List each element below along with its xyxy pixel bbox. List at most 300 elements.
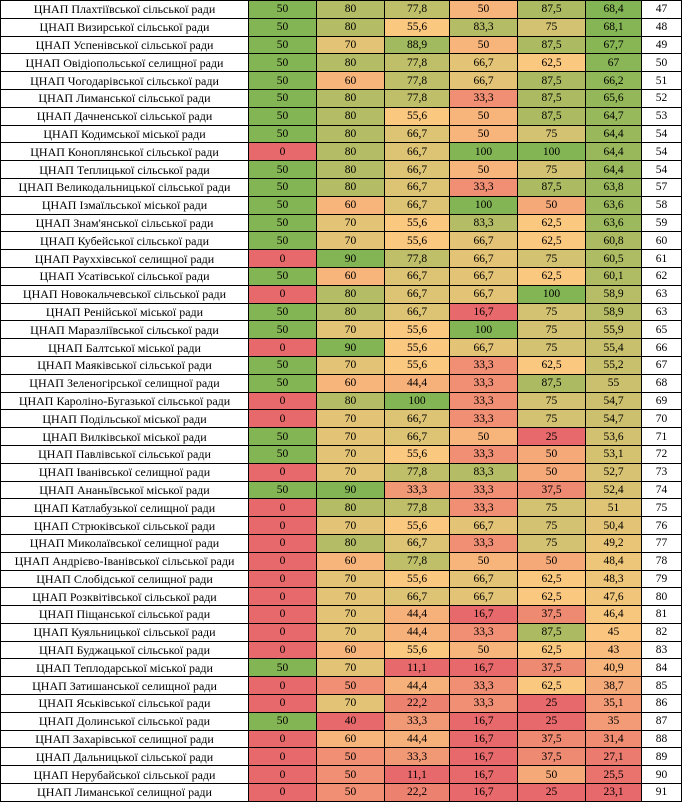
score-col-4-cell: 33,3 bbox=[450, 410, 518, 428]
total-score-cell: 65,6 bbox=[586, 89, 642, 107]
score-col-2-cell: 80 bbox=[317, 125, 385, 143]
score-col-5-cell: 25 bbox=[518, 428, 586, 446]
score-col-1-cell: 50 bbox=[249, 321, 317, 339]
score-col-4-cell: 33,3 bbox=[450, 499, 518, 517]
table-row bbox=[1, 321, 682, 339]
table-row bbox=[1, 445, 682, 463]
table-row bbox=[1, 178, 682, 196]
center-name-cell: ЦНАП Яськівської сільської ради bbox=[1, 695, 249, 713]
score-col-3-cell: 44,4 bbox=[385, 677, 450, 695]
score-col-3-cell: 22,2 bbox=[385, 695, 450, 713]
score-col-3-cell: 66,7 bbox=[385, 303, 450, 321]
score-col-2-cell: 70 bbox=[317, 606, 385, 624]
center-name-cell: ЦНАП Кубейської сільської ради bbox=[1, 232, 249, 250]
score-col-4-cell: 50 bbox=[450, 552, 518, 570]
score-col-5-cell: 75 bbox=[518, 303, 586, 321]
total-score-cell: 64,4 bbox=[586, 143, 642, 161]
score-col-5-cell: 37,5 bbox=[518, 730, 586, 748]
score-col-4-cell: 100 bbox=[450, 321, 518, 339]
score-col-3-cell: 77,8 bbox=[385, 72, 450, 90]
score-col-5-cell: 50 bbox=[518, 552, 586, 570]
score-col-3-cell: 55,6 bbox=[385, 232, 450, 250]
table-row bbox=[1, 267, 682, 285]
score-col-1-cell: 50 bbox=[249, 54, 317, 72]
table-row bbox=[1, 712, 682, 730]
center-name-cell: ЦНАП Розквітівської сільської ради bbox=[1, 588, 249, 606]
total-score-cell: 52,7 bbox=[586, 463, 642, 481]
table-row bbox=[1, 784, 682, 802]
score-col-2-cell: 70 bbox=[317, 659, 385, 677]
score-col-2-cell: 70 bbox=[317, 428, 385, 446]
total-score-cell: 64,4 bbox=[586, 161, 642, 179]
score-col-3-cell: 66,7 bbox=[385, 178, 450, 196]
rank-cell: 79 bbox=[642, 570, 682, 588]
score-col-2-cell: 90 bbox=[317, 339, 385, 357]
score-col-2-cell: 70 bbox=[317, 36, 385, 54]
score-col-5-cell: 75 bbox=[518, 392, 586, 410]
score-col-4-cell: 16,7 bbox=[450, 303, 518, 321]
table-row bbox=[1, 339, 682, 357]
total-score-cell: 53,6 bbox=[586, 428, 642, 446]
score-col-4-cell: 50 bbox=[450, 125, 518, 143]
rank-cell: 70 bbox=[642, 410, 682, 428]
table-row bbox=[1, 125, 682, 143]
score-col-1-cell: 0 bbox=[249, 641, 317, 659]
rank-cell: 81 bbox=[642, 606, 682, 624]
score-col-4-cell: 83,3 bbox=[450, 214, 518, 232]
score-col-5-cell: 62,5 bbox=[518, 54, 586, 72]
score-col-3-cell: 100 bbox=[385, 392, 450, 410]
score-col-4-cell: 33,3 bbox=[450, 89, 518, 107]
table-row bbox=[1, 534, 682, 552]
rank-cell: 71 bbox=[642, 428, 682, 446]
center-name-cell: ЦНАП Дальницької сільської ради bbox=[1, 748, 249, 766]
center-name-cell: ЦНАП Теплодарської міської ради bbox=[1, 659, 249, 677]
score-col-1-cell: 50 bbox=[249, 89, 317, 107]
score-col-2-cell: 80 bbox=[317, 107, 385, 125]
table-row bbox=[1, 677, 682, 695]
score-col-2-cell: 80 bbox=[317, 143, 385, 161]
center-name-cell: ЦНАП Визирської сільської ради bbox=[1, 18, 249, 36]
table-row bbox=[1, 552, 682, 570]
center-name-cell: ЦНАП Плахтіївської сільської ради bbox=[1, 1, 249, 19]
score-col-2-cell: 60 bbox=[317, 641, 385, 659]
score-col-5-cell: 50 bbox=[518, 445, 586, 463]
score-col-2-cell: 70 bbox=[317, 321, 385, 339]
score-col-1-cell: 50 bbox=[249, 659, 317, 677]
score-col-2-cell: 70 bbox=[317, 214, 385, 232]
table-row bbox=[1, 196, 682, 214]
score-col-5-cell: 75 bbox=[518, 161, 586, 179]
center-name-cell: ЦНАП Дачненської сільської ради bbox=[1, 107, 249, 125]
score-col-4-cell: 66,7 bbox=[450, 267, 518, 285]
total-score-cell: 60,5 bbox=[586, 250, 642, 268]
score-col-3-cell: 66,7 bbox=[385, 428, 450, 446]
score-col-5-cell: 25 bbox=[518, 695, 586, 713]
total-score-cell: 67 bbox=[586, 54, 642, 72]
score-col-5-cell: 62,5 bbox=[518, 588, 586, 606]
score-col-4-cell: 50 bbox=[450, 1, 518, 19]
score-col-2-cell: 70 bbox=[317, 695, 385, 713]
total-score-cell: 25,5 bbox=[586, 766, 642, 784]
table-row bbox=[1, 214, 682, 232]
table-row bbox=[1, 36, 682, 54]
table-row bbox=[1, 463, 682, 481]
score-col-3-cell: 66,7 bbox=[385, 143, 450, 161]
score-col-1-cell: 0 bbox=[249, 499, 317, 517]
score-col-1-cell: 50 bbox=[249, 18, 317, 36]
rank-cell: 54 bbox=[642, 143, 682, 161]
score-col-5-cell: 75 bbox=[518, 18, 586, 36]
rank-cell: 58 bbox=[642, 196, 682, 214]
table-row bbox=[1, 18, 682, 36]
table-row bbox=[1, 250, 682, 268]
score-col-5-cell: 62,5 bbox=[518, 356, 586, 374]
score-col-3-cell: 55,6 bbox=[385, 570, 450, 588]
score-col-4-cell: 50 bbox=[450, 161, 518, 179]
score-col-2-cell: 60 bbox=[317, 267, 385, 285]
score-col-5-cell: 87,5 bbox=[518, 178, 586, 196]
center-name-cell: ЦНАП Куяльницької сільської ради bbox=[1, 623, 249, 641]
total-score-cell: 63,8 bbox=[586, 178, 642, 196]
rank-cell: 63 bbox=[642, 303, 682, 321]
score-col-3-cell: 33,3 bbox=[385, 481, 450, 499]
total-score-cell: 31,4 bbox=[586, 730, 642, 748]
score-col-3-cell: 22,2 bbox=[385, 784, 450, 802]
center-name-cell: ЦНАП Іванівської селищної ради bbox=[1, 463, 249, 481]
total-score-cell: 47,6 bbox=[586, 588, 642, 606]
center-name-cell: ЦНАП Павлівської сільської ради bbox=[1, 445, 249, 463]
center-name-cell: ЦНАП Коноплянської сільської ради bbox=[1, 143, 249, 161]
score-col-2-cell: 80 bbox=[317, 534, 385, 552]
rank-cell: 84 bbox=[642, 659, 682, 677]
score-col-5-cell: 100 bbox=[518, 285, 586, 303]
center-name-cell: ЦНАП Лиманської сільської ради bbox=[1, 89, 249, 107]
rank-cell: 73 bbox=[642, 463, 682, 481]
score-col-4-cell: 66,7 bbox=[450, 588, 518, 606]
score-col-1-cell: 0 bbox=[249, 606, 317, 624]
score-col-2-cell: 50 bbox=[317, 748, 385, 766]
score-col-5-cell: 100 bbox=[518, 143, 586, 161]
score-col-1-cell: 50 bbox=[249, 374, 317, 392]
total-score-cell: 63,6 bbox=[586, 214, 642, 232]
table-row bbox=[1, 623, 682, 641]
score-col-1-cell: 0 bbox=[249, 143, 317, 161]
center-name-cell: ЦНАП Лиманської селищної ради bbox=[1, 784, 249, 802]
score-col-1-cell: 0 bbox=[249, 410, 317, 428]
score-col-3-cell: 77,8 bbox=[385, 463, 450, 481]
score-col-4-cell: 33,3 bbox=[450, 445, 518, 463]
score-col-5-cell: 75 bbox=[518, 517, 586, 535]
total-score-cell: 49,2 bbox=[586, 534, 642, 552]
total-score-cell: 50,4 bbox=[586, 517, 642, 535]
score-col-4-cell: 33,3 bbox=[450, 623, 518, 641]
center-name-cell: ЦНАП Кароліно-Бугазької сільської ради bbox=[1, 392, 249, 410]
score-col-1-cell: 50 bbox=[249, 481, 317, 499]
score-col-1-cell: 0 bbox=[249, 784, 317, 802]
table-row bbox=[1, 606, 682, 624]
score-col-5-cell: 75 bbox=[518, 250, 586, 268]
rank-cell: 67 bbox=[642, 356, 682, 374]
score-col-4-cell: 100 bbox=[450, 196, 518, 214]
rank-cell: 59 bbox=[642, 214, 682, 232]
score-col-3-cell: 66,7 bbox=[385, 125, 450, 143]
score-col-2-cell: 80 bbox=[317, 303, 385, 321]
rank-cell: 48 bbox=[642, 18, 682, 36]
score-col-3-cell: 77,8 bbox=[385, 89, 450, 107]
score-col-1-cell: 50 bbox=[249, 107, 317, 125]
center-name-cell: ЦНАП Чогодарівської сільської ради bbox=[1, 72, 249, 90]
center-name-cell: ЦНАП Успенівської сільської ради bbox=[1, 36, 249, 54]
total-score-cell: 64,4 bbox=[586, 125, 642, 143]
total-score-cell: 35 bbox=[586, 712, 642, 730]
score-col-2-cell: 90 bbox=[317, 481, 385, 499]
total-score-cell: 43 bbox=[586, 641, 642, 659]
score-col-2-cell: 50 bbox=[317, 677, 385, 695]
center-name-cell: ЦНАП Катлабузької селищної ради bbox=[1, 499, 249, 517]
total-score-cell: 23,1 bbox=[586, 784, 642, 802]
score-col-5-cell: 62,5 bbox=[518, 267, 586, 285]
score-col-2-cell: 80 bbox=[317, 285, 385, 303]
center-name-cell: ЦНАП Балтської міської ради bbox=[1, 339, 249, 357]
score-col-2-cell: 70 bbox=[317, 356, 385, 374]
rank-cell: 76 bbox=[642, 517, 682, 535]
rank-cell: 83 bbox=[642, 641, 682, 659]
score-col-2-cell: 90 bbox=[317, 250, 385, 268]
total-score-cell: 64,7 bbox=[586, 107, 642, 125]
table-row bbox=[1, 641, 682, 659]
table-row bbox=[1, 232, 682, 250]
score-col-5-cell: 25 bbox=[518, 784, 586, 802]
score-col-4-cell: 33,3 bbox=[450, 481, 518, 499]
score-col-4-cell: 33,3 bbox=[450, 356, 518, 374]
score-col-2-cell: 60 bbox=[317, 196, 385, 214]
rank-cell: 57 bbox=[642, 178, 682, 196]
score-col-5-cell: 87,5 bbox=[518, 72, 586, 90]
score-col-5-cell: 62,5 bbox=[518, 677, 586, 695]
rank-cell: 74 bbox=[642, 481, 682, 499]
score-col-1-cell: 50 bbox=[249, 36, 317, 54]
table-row bbox=[1, 143, 682, 161]
score-col-5-cell: 75 bbox=[518, 339, 586, 357]
score-col-1-cell: 0 bbox=[249, 339, 317, 357]
score-col-5-cell: 37,5 bbox=[518, 606, 586, 624]
center-name-cell: ЦНАП Знам'янської сільської ради bbox=[1, 214, 249, 232]
center-name-cell: ЦНАП Нерубайської сільської ради bbox=[1, 766, 249, 784]
total-score-cell: 68,1 bbox=[586, 18, 642, 36]
score-col-4-cell: 66,7 bbox=[450, 232, 518, 250]
center-name-cell: ЦНАП Миколаївської селищної ради bbox=[1, 534, 249, 552]
score-col-4-cell: 33,3 bbox=[450, 392, 518, 410]
table-row bbox=[1, 428, 682, 446]
score-col-4-cell: 33,3 bbox=[450, 695, 518, 713]
score-col-2-cell: 70 bbox=[317, 410, 385, 428]
total-score-cell: 55 bbox=[586, 374, 642, 392]
score-col-2-cell: 60 bbox=[317, 730, 385, 748]
rank-cell: 65 bbox=[642, 321, 682, 339]
score-col-5-cell: 75 bbox=[518, 499, 586, 517]
rank-cell: 63 bbox=[642, 285, 682, 303]
table-row bbox=[1, 303, 682, 321]
score-col-3-cell: 66,7 bbox=[385, 410, 450, 428]
score-col-2-cell: 80 bbox=[317, 89, 385, 107]
center-name-cell: ЦНАП Ананьївської міської ради bbox=[1, 481, 249, 499]
score-col-2-cell: 70 bbox=[317, 517, 385, 535]
rank-cell: 51 bbox=[642, 72, 682, 90]
score-col-4-cell: 66,7 bbox=[450, 285, 518, 303]
rank-cell: 78 bbox=[642, 552, 682, 570]
score-col-3-cell: 66,7 bbox=[385, 161, 450, 179]
score-col-3-cell: 77,8 bbox=[385, 54, 450, 72]
rank-cell: 89 bbox=[642, 748, 682, 766]
score-col-4-cell: 66,7 bbox=[450, 339, 518, 357]
center-name-cell: ЦНАП Подільської міської ради bbox=[1, 410, 249, 428]
rank-cell: 60 bbox=[642, 232, 682, 250]
score-col-3-cell: 11,1 bbox=[385, 766, 450, 784]
score-col-4-cell: 100 bbox=[450, 143, 518, 161]
rank-cell: 54 bbox=[642, 125, 682, 143]
total-score-cell: 27,1 bbox=[586, 748, 642, 766]
rank-cell: 61 bbox=[642, 250, 682, 268]
score-col-1-cell: 50 bbox=[249, 1, 317, 19]
score-col-2-cell: 80 bbox=[317, 54, 385, 72]
score-col-3-cell: 44,4 bbox=[385, 730, 450, 748]
score-col-2-cell: 80 bbox=[317, 1, 385, 19]
score-col-3-cell: 55,6 bbox=[385, 339, 450, 357]
table-row bbox=[1, 89, 682, 107]
total-score-cell: 53,1 bbox=[586, 445, 642, 463]
rank-cell: 47 bbox=[642, 1, 682, 19]
score-col-5-cell: 62,5 bbox=[518, 214, 586, 232]
score-col-5-cell: 37,5 bbox=[518, 659, 586, 677]
total-score-cell: 54,7 bbox=[586, 410, 642, 428]
rank-cell: 50 bbox=[642, 54, 682, 72]
score-col-3-cell: 88,9 bbox=[385, 36, 450, 54]
total-score-cell: 60,8 bbox=[586, 232, 642, 250]
center-name-cell: ЦНАП Овідіопольської селищної ради bbox=[1, 54, 249, 72]
score-col-1-cell: 0 bbox=[249, 730, 317, 748]
score-col-5-cell: 50 bbox=[518, 766, 586, 784]
rank-cell: 91 bbox=[642, 784, 682, 802]
table-row bbox=[1, 481, 682, 499]
score-col-4-cell: 16,7 bbox=[450, 748, 518, 766]
score-col-2-cell: 60 bbox=[317, 552, 385, 570]
score-col-3-cell: 33,3 bbox=[385, 748, 450, 766]
total-score-cell: 55,2 bbox=[586, 356, 642, 374]
score-col-2-cell: 70 bbox=[317, 570, 385, 588]
score-col-4-cell: 16,7 bbox=[450, 606, 518, 624]
center-name-cell: ЦНАП Великодальницької сільської ради bbox=[1, 178, 249, 196]
rank-cell: 90 bbox=[642, 766, 682, 784]
score-col-1-cell: 50 bbox=[249, 303, 317, 321]
score-col-5-cell: 75 bbox=[518, 410, 586, 428]
score-col-2-cell: 50 bbox=[317, 784, 385, 802]
score-col-3-cell: 55,6 bbox=[385, 641, 450, 659]
center-name-cell: ЦНАП Зеленогірської селищної ради bbox=[1, 374, 249, 392]
total-score-cell: 46,4 bbox=[586, 606, 642, 624]
table-row bbox=[1, 766, 682, 784]
score-col-2-cell: 70 bbox=[317, 232, 385, 250]
table-row bbox=[1, 570, 682, 588]
center-name-cell: ЦНАП Ізмаїльської міської ради bbox=[1, 196, 249, 214]
score-col-5-cell: 50 bbox=[518, 463, 586, 481]
center-name-cell: ЦНАП Захарівської селищної ради bbox=[1, 730, 249, 748]
rank-cell: 82 bbox=[642, 623, 682, 641]
score-col-4-cell: 33,3 bbox=[450, 677, 518, 695]
score-col-1-cell: 0 bbox=[249, 517, 317, 535]
table-row bbox=[1, 517, 682, 535]
center-name-cell: ЦНАП Буджацької сільської ради bbox=[1, 641, 249, 659]
score-col-5-cell: 87,5 bbox=[518, 36, 586, 54]
score-col-2-cell: 60 bbox=[317, 72, 385, 90]
score-col-4-cell: 83,3 bbox=[450, 463, 518, 481]
rank-cell: 85 bbox=[642, 677, 682, 695]
rank-cell: 54 bbox=[642, 161, 682, 179]
table-row bbox=[1, 356, 682, 374]
total-score-cell: 38,7 bbox=[586, 677, 642, 695]
score-col-3-cell: 33,3 bbox=[385, 712, 450, 730]
score-col-1-cell: 50 bbox=[249, 125, 317, 143]
score-col-1-cell: 50 bbox=[249, 356, 317, 374]
score-col-5-cell: 62,5 bbox=[518, 232, 586, 250]
score-col-4-cell: 33,3 bbox=[450, 374, 518, 392]
rank-cell: 69 bbox=[642, 392, 682, 410]
score-col-4-cell: 33,3 bbox=[450, 534, 518, 552]
total-score-cell: 40,9 bbox=[586, 659, 642, 677]
score-col-1-cell: 50 bbox=[249, 178, 317, 196]
center-name-cell: ЦНАП Новокальчевської сільської ради bbox=[1, 285, 249, 303]
score-col-5-cell: 50 bbox=[518, 196, 586, 214]
score-col-1-cell: 0 bbox=[249, 285, 317, 303]
score-col-1-cell: 0 bbox=[249, 748, 317, 766]
rating-table-body bbox=[1, 1, 682, 802]
score-col-1-cell: 0 bbox=[249, 250, 317, 268]
total-score-cell: 68,4 bbox=[586, 1, 642, 19]
table-row bbox=[1, 107, 682, 125]
score-col-1-cell: 50 bbox=[249, 232, 317, 250]
score-col-1-cell: 50 bbox=[249, 72, 317, 90]
score-col-3-cell: 66,7 bbox=[385, 267, 450, 285]
score-col-3-cell: 66,7 bbox=[385, 285, 450, 303]
rank-cell: 80 bbox=[642, 588, 682, 606]
total-score-cell: 67,7 bbox=[586, 36, 642, 54]
score-col-1-cell: 0 bbox=[249, 766, 317, 784]
score-col-4-cell: 83,3 bbox=[450, 18, 518, 36]
table-row bbox=[1, 285, 682, 303]
total-score-cell: 35,1 bbox=[586, 695, 642, 713]
center-name-cell: ЦНАП Долинської сільської ради bbox=[1, 712, 249, 730]
score-col-4-cell: 50 bbox=[450, 107, 518, 125]
center-name-cell: ЦНАП Стрюківської сільської ради bbox=[1, 517, 249, 535]
total-score-cell: 54,7 bbox=[586, 392, 642, 410]
center-name-cell: ЦНАП Маяківської сільської ради bbox=[1, 356, 249, 374]
total-score-cell: 58,9 bbox=[586, 303, 642, 321]
score-col-5-cell: 75 bbox=[518, 321, 586, 339]
score-col-2-cell: 60 bbox=[317, 374, 385, 392]
rank-cell: 72 bbox=[642, 445, 682, 463]
score-col-4-cell: 50 bbox=[450, 428, 518, 446]
total-score-cell: 48,3 bbox=[586, 570, 642, 588]
score-col-1-cell: 50 bbox=[249, 445, 317, 463]
score-col-5-cell: 62,5 bbox=[518, 641, 586, 659]
rank-cell: 49 bbox=[642, 36, 682, 54]
center-name-cell: ЦНАП Затишанської селищної ради bbox=[1, 677, 249, 695]
score-col-5-cell: 87,5 bbox=[518, 623, 586, 641]
score-col-3-cell: 77,8 bbox=[385, 250, 450, 268]
score-col-3-cell: 11,1 bbox=[385, 659, 450, 677]
score-col-5-cell: 87,5 bbox=[518, 374, 586, 392]
center-name-cell: ЦНАП Вилківської міської ради bbox=[1, 428, 249, 446]
